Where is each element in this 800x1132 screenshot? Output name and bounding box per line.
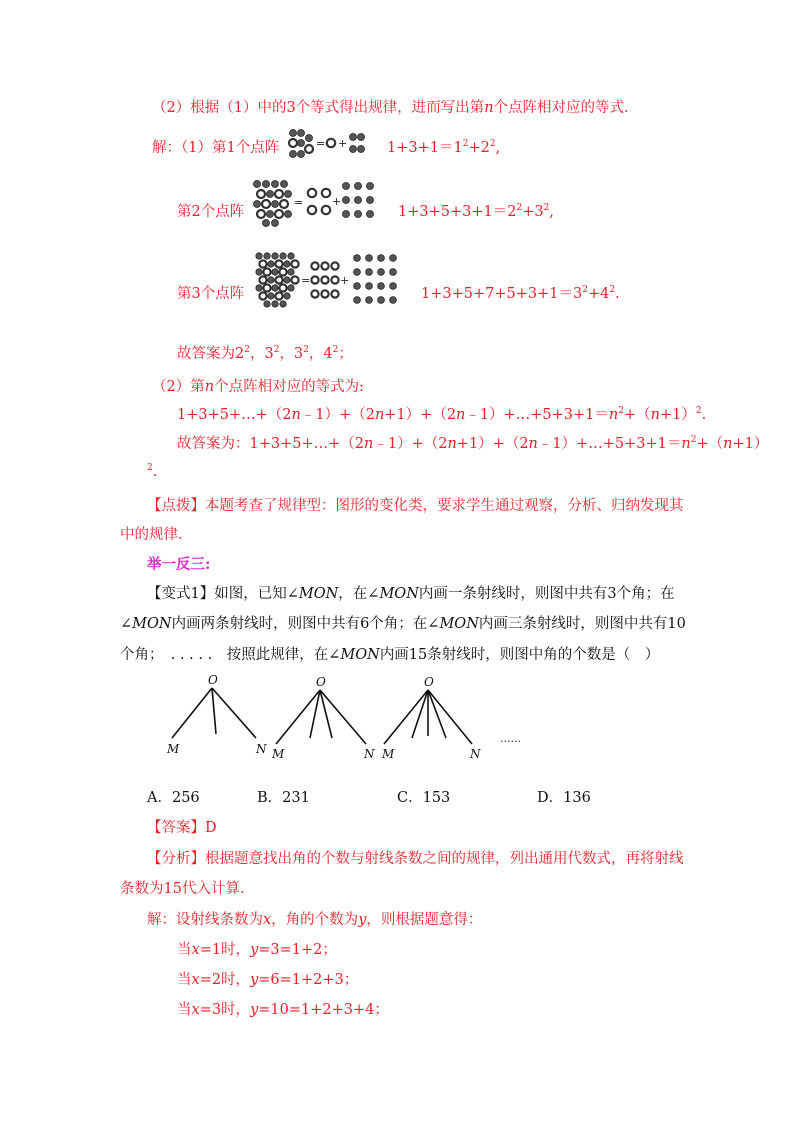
label-o-2: O <box>316 675 326 689</box>
solution-label-3: 第3个点阵 <box>177 286 245 302</box>
variant-line-2: ∠MON内画两条射线时，则图中共有6个角；在∠MON内画三条射线时，则图中共有10 <box>120 616 686 632</box>
solution-eq-2: $1+3+5+3+1=2^2+3^2$, <box>398 203 554 220</box>
part2-answer: 故答案为：$1+3+5+\dots+(2n﹣1)+(2n+1)+(2n﹣1)+\dots+5+3+1=n^2+(n+1)$ <box>177 435 769 452</box>
analysis-line-4: 当x=1时，y=3=1+2； <box>177 942 337 958</box>
dot-array-3-figure <box>253 250 413 312</box>
solution-label-1: 解：（1）第1个点阵 <box>152 140 280 156</box>
option-a: A．256 <box>147 790 200 806</box>
part2-answer-tail: $^2$. <box>147 463 158 480</box>
analysis-line-3: 解：设射线条数为x，角的个数为y，则根据题意得： <box>147 912 483 928</box>
analysis-line-2: 条数为15代入计算. <box>120 881 245 897</box>
solution-label-2: 第2个点阵 <box>177 204 245 220</box>
section-title: 举一反三: <box>147 556 211 573</box>
variant-line-1: 【变式1】如图，已知∠MON，在∠MON内画一条射线时，则图中共有3个角；在 <box>147 586 675 602</box>
answer-label: 【答案】D <box>147 820 217 836</box>
dot-array-2-figure <box>250 178 390 228</box>
analysis-line-6: 当x=3时，y=10=1+2+3+4； <box>177 1002 389 1018</box>
svg-text:+: + <box>338 137 348 150</box>
part2-equation: $1+3+5+\dots+(2n﹣1)+(2n+1)+(2n﹣1)+\dots+5+3+1=n^2+(n+1)^2$. <box>177 406 707 423</box>
figure-ellipsis: ...... <box>500 732 521 745</box>
label-n-3: N <box>470 747 481 761</box>
label-o-3: O <box>424 675 434 689</box>
part2-question: （2）根据（1）中的3个等式得出规律，进而写出第n个点阵相对应的等式. <box>152 100 629 116</box>
angle-figure-3 <box>381 675 481 761</box>
dot-array-2-left <box>254 181 292 227</box>
label-m-3: M <box>382 747 395 761</box>
angle-figure-1 <box>166 673 267 756</box>
label-m-2: M <box>272 747 285 761</box>
solution-eq-1: $1+3+1=1^2+2^2$, <box>387 139 501 156</box>
label-m-1: M <box>167 742 180 756</box>
dianbo-line-2: 中的规律. <box>120 527 183 543</box>
svg-text:+: + <box>332 195 342 208</box>
label-n-1: N <box>256 742 267 756</box>
option-d: D．136 <box>537 790 591 806</box>
solution-eq-3: $1+3+5+7+5+3+1=3^2+4^2$. <box>421 285 620 302</box>
label-o-1: O <box>208 673 218 687</box>
analysis-line-5: 当x=2时，y=6=1+2+3； <box>177 972 359 988</box>
svg-text:+: + <box>340 274 350 287</box>
analysis-line-1: 【分析】根据题意找出角的个数与射线条数之间的规律，列出通用代数式，再将射线 <box>147 851 684 867</box>
variant-line-3: 个角； . . . . . 按照此规律，在∠MON内画15条射线时，则图中角的个数是（ ） <box>120 647 660 663</box>
option-c: C．153 <box>397 790 451 806</box>
dot-array-1-left <box>289 130 313 158</box>
label-n-2: N <box>364 747 375 761</box>
dot-array-1-figure <box>285 127 380 163</box>
answer-part1: 故答案为$2^2$，$3^2$，$3^2$，$4^2$； <box>177 345 353 362</box>
svg-text:=: = <box>316 137 326 150</box>
option-b: B．231 <box>257 790 310 806</box>
angle-figures <box>160 672 540 772</box>
dianbo-line-1: 【点拨】本题考查了规律型：图形的变化类，要求学生通过观察，分析、归纳发现其 <box>147 498 684 514</box>
svg-text:=: = <box>294 196 304 209</box>
part2-heading: （2）第n个点阵相对应的等式为: <box>152 379 364 395</box>
dot-array-3-left <box>256 253 299 307</box>
angle-figure-2 <box>271 675 375 761</box>
svg-text:=: = <box>301 274 311 287</box>
